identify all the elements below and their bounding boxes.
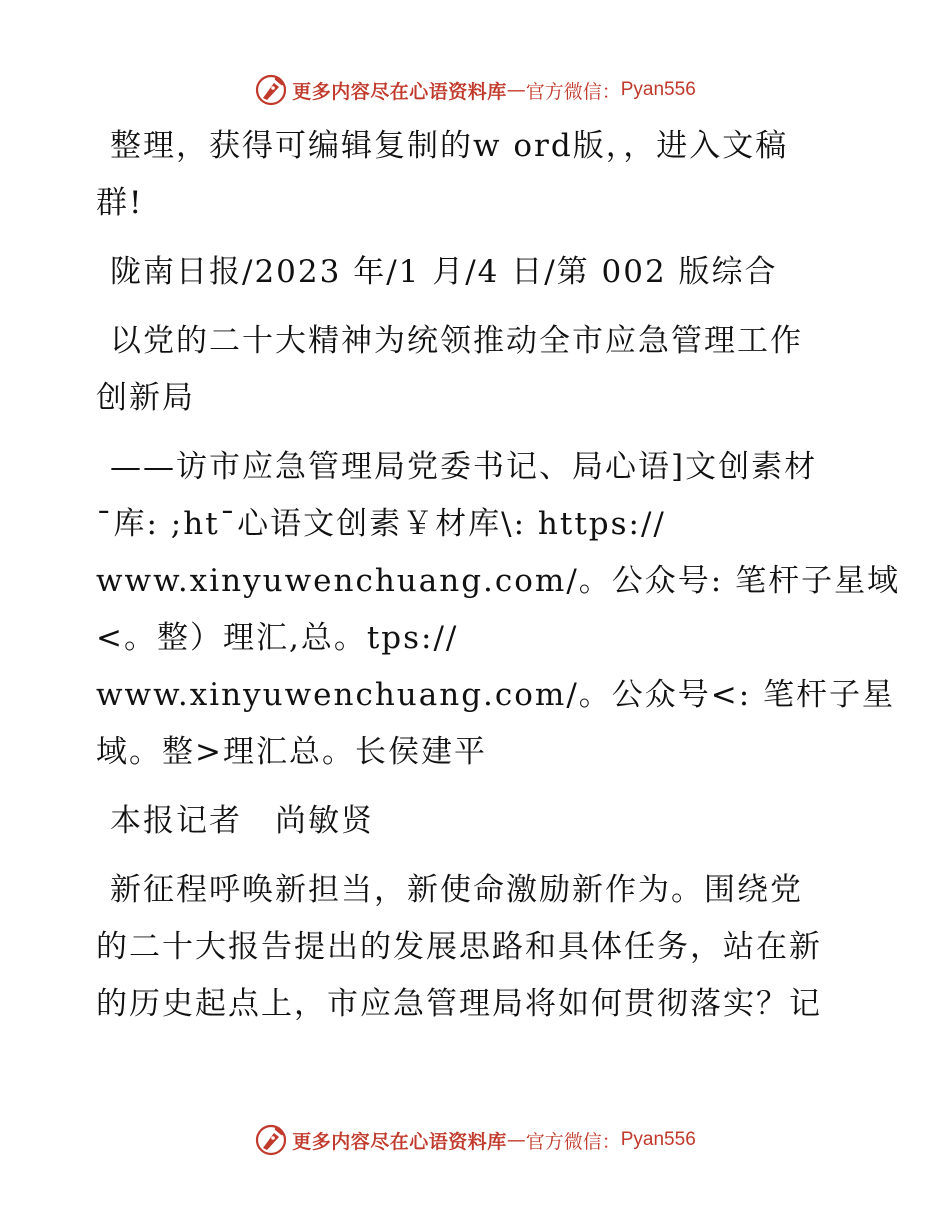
body-line: 新征程呼唤新担当，新使命激励新作为。围绕党 [110,872,803,908]
title-line: 以党的二十大精神为统领推动全市应急管理工作 [110,323,803,359]
body-line: 的历史起点上，市应急管理局将如何贯彻落实？记 [96,986,822,1022]
watermark-separator: — [506,79,526,101]
subtitle-line: ¯库: ;ht¯心语文创素￥材库\: https:// [96,506,666,542]
title-line: 创新局 [96,380,195,416]
reporter-byline [96,793,856,850]
subtitle-line: www.xinyuwenchuang.com/。公众号<: 笔杆子星 [96,677,896,713]
subtitle-line: www.xinyuwenchuang.com/。公众号: 笔杆子星域 [96,563,901,599]
intro-line: 整理，获得可编辑复制的w ord版，，进入文稿 [110,128,789,164]
body-line: 的二十大报告提出的发展思路和具体任务，站在新 [96,929,822,965]
body-paragraph [96,862,856,1033]
watermark-separator: — [506,1129,526,1151]
watermark-site-text: 更多内容尽在心语资料库 [292,80,507,103]
document-body [96,118,901,1045]
watermark-wechat-label: 官方微信： [525,1130,621,1153]
subtitle-line: ——访市应急管理局党委书记、局心语]文创素材 [110,449,818,485]
watermark-wechat-id: Pyan556 [620,79,696,100]
header-watermark [0,70,950,110]
intro-line: 群! [96,185,144,221]
subtitle-line: <。整）理汇,总。tps:// [96,620,459,656]
subtitle-line: 域。整>理汇总。长侯建平 [96,734,487,770]
watermark-site-text: 更多内容尽在心语资料库 [292,1130,507,1153]
pen-nib-circle-icon [254,73,288,107]
watermark-wechat-label: 官方微信： [525,80,621,103]
article-title [96,313,856,427]
reporter-text: 本报记者 尚敏贤 [110,803,374,839]
article-subtitle [96,439,901,781]
intro-paragraph [96,118,856,232]
watermark-wechat-id: Pyan556 [620,1129,696,1150]
source-line [96,244,856,301]
footer-watermark [0,1120,950,1160]
source-text: 陇南日报/2023 年/1 月/4 日/第 002 版综合 [110,254,778,290]
pen-nib-circle-icon [254,1123,288,1157]
